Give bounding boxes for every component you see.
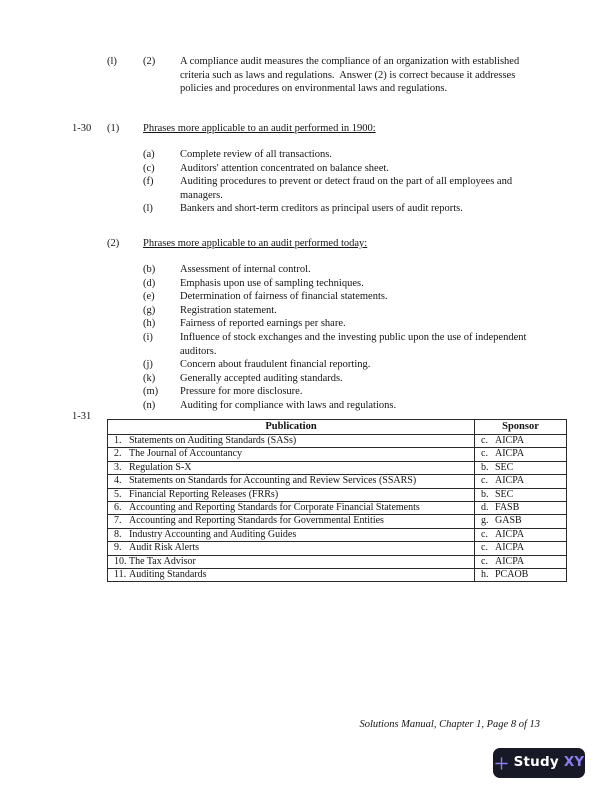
row-number: 2.: [114, 448, 122, 460]
item-text: Auditors' attention concentrated on balance sheet.: [180, 162, 389, 174]
answer-explanation-block: [107, 55, 547, 96]
publication-name: The Tax Advisor: [129, 555, 196, 567]
item-label: (m): [143, 386, 159, 398]
item-text: Determination of fairness of financial statements.: [180, 291, 388, 303]
list-item: [143, 175, 543, 202]
table-row: [108, 461, 567, 474]
answer-letter: b.: [481, 488, 489, 500]
section-heading: Phrases more applicable to an audit performed today:: [143, 238, 368, 249]
column-header-sponsor: Sponsor: [475, 420, 567, 435]
sponsor-name: FASB: [495, 502, 520, 514]
item-label: (e): [143, 291, 155, 303]
item-label: (d): [143, 277, 156, 289]
list-item: [143, 372, 543, 386]
brand-study-label: Study: [513, 754, 559, 771]
publication-name: Statements on Auditing Standards (SASs): [129, 435, 297, 446]
item-label: (a): [143, 149, 155, 160]
row-number: 9.: [114, 542, 122, 554]
publication-name: Auditing Standards: [129, 569, 207, 581]
part-1-heading-row: [107, 122, 547, 136]
row-number: 6.: [114, 502, 122, 514]
item-text: Concern about fraudulent financial reporting.: [180, 359, 371, 371]
sponsor-name: AICPA: [495, 542, 525, 554]
publication-name: Audit Risk Alerts: [129, 542, 200, 554]
table-row: [108, 475, 567, 488]
publication-name: The Journal of Accountancy: [129, 448, 243, 460]
table-row: [108, 528, 567, 541]
table-header-row: [108, 420, 567, 435]
list-item: [143, 263, 543, 277]
item-text: Pressure for more disclosure.: [180, 386, 303, 398]
table-row: [108, 435, 567, 448]
table-row: [108, 515, 567, 528]
item-label: (2): [143, 56, 156, 67]
phrases-1900-list: [143, 148, 543, 216]
list-item: [143, 162, 543, 176]
sponsor-name: AICPA: [495, 475, 525, 487]
part-label: (1): [107, 123, 120, 134]
publication-name: Accounting and Reporting Standards for Governmental Entities: [129, 515, 384, 527]
row-number: 4.: [114, 475, 122, 487]
item-text: Influence of stock exchanges and the investing public upon the use of independent auditors.: [180, 331, 527, 357]
answer-letter: g.: [481, 515, 489, 527]
item-text: Fairness of reported earnings per share.: [180, 318, 346, 330]
page-footer: Solutions Manual, Chapter 1, Page 8 of 13: [359, 719, 540, 730]
table-row: [108, 502, 567, 515]
sponsor-name: AICPA: [495, 528, 525, 540]
plus-icon: [494, 756, 509, 771]
answer-text: A compliance audit measures the compliance of an organization with established criteria such as laws and regulations. Answer (2) is correct because it addresses policies and procedures on environmental laws and regulations.: [180, 56, 522, 95]
answer-letter: c.: [481, 435, 488, 446]
publication-name: Regulation S-X: [129, 461, 192, 473]
publication-name: Statements on Standards for Accounting and Review Services (SSARS): [129, 475, 417, 487]
publication-name: Financial Reporting Releases (FRRs): [129, 488, 279, 500]
answer-letter: c.: [481, 448, 488, 460]
list-item: [143, 304, 543, 318]
list-item: [143, 290, 543, 304]
sponsor-name: PCAOB: [495, 569, 529, 581]
sponsor-name: AICPA: [495, 435, 525, 446]
item-label: (j): [143, 359, 153, 371]
item-text: Generally accepted auditing standards.: [180, 372, 343, 384]
row-number: 1.: [114, 435, 122, 446]
sponsor-name: SEC: [495, 488, 514, 500]
part-label: (2): [107, 238, 120, 249]
list-item: [143, 202, 543, 216]
list-item: [143, 277, 543, 291]
studyxy-badge[interactable]: [493, 748, 585, 778]
item-label: (n): [143, 399, 156, 411]
phrases-today-list: [143, 263, 543, 413]
item-label: (l): [107, 56, 117, 67]
table-row: [108, 542, 567, 555]
answer-letter: b.: [481, 461, 489, 473]
list-item: [143, 331, 543, 358]
item-text: Complete review of all transactions.: [180, 149, 332, 160]
list-item: [143, 148, 543, 162]
section-heading: Phrases more applicable to an audit performed in 1900:: [143, 123, 376, 134]
answer-letter: c.: [481, 475, 488, 487]
answer-letter: c.: [481, 555, 488, 567]
table-row: [108, 448, 567, 461]
list-item: [143, 399, 543, 413]
row-number: 10.: [114, 555, 127, 567]
item-label: (c): [143, 162, 155, 174]
item-label: (h): [143, 318, 156, 330]
column-header-publication: Publication: [108, 420, 475, 435]
item-label: (g): [143, 304, 156, 316]
item-text: Emphasis upon use of sampling techniques.: [180, 277, 364, 289]
row-number: 5.: [114, 488, 122, 500]
item-text: Registration statement.: [180, 304, 277, 316]
item-label: (b): [143, 264, 156, 275]
table-row: [108, 569, 567, 582]
answer-letter: d.: [481, 502, 489, 514]
question-number-1-30: 1-30: [72, 123, 92, 134]
item-text: Assessment of internal control.: [180, 264, 311, 275]
sponsor-name: AICPA: [495, 448, 525, 460]
item-label: (f): [143, 176, 154, 188]
sponsor-name: SEC: [495, 461, 514, 473]
question-number-1-31: 1-31: [72, 411, 92, 422]
item-text: Auditing procedures to prevent or detect fraud on the part of all employees and managers.: [180, 176, 513, 201]
item-text: Bankers and short-term creditors as principal users of audit reports.: [180, 203, 463, 215]
list-item: [143, 385, 543, 399]
part-2-heading-row: [107, 237, 547, 251]
answer-letter: h.: [481, 569, 489, 581]
sponsor-name: GASB: [495, 515, 522, 527]
publication-sponsor-table: [107, 419, 567, 582]
row-number: 3.: [114, 461, 122, 473]
table-row: [108, 488, 567, 501]
answer-letter: c.: [481, 528, 488, 540]
list-item: [143, 317, 543, 331]
sponsor-name: AICPA: [495, 555, 525, 567]
answer-letter: c.: [481, 542, 488, 554]
table-row: [108, 555, 567, 568]
brand-xy-label: XY: [563, 754, 585, 771]
row-number: 7.: [114, 515, 122, 527]
row-number: 8.: [114, 528, 122, 540]
row-number: 11.: [114, 569, 127, 581]
item-label: (k): [143, 372, 156, 384]
item-text: Auditing for compliance with laws and regulations.: [180, 399, 397, 411]
publication-name: Industry Accounting and Auditing Guides: [129, 528, 297, 540]
publication-name: Accounting and Reporting Standards for Corporate Financial Statements: [129, 502, 420, 514]
list-item: [143, 358, 543, 372]
item-label: (i): [143, 331, 153, 343]
item-label: (l): [143, 203, 153, 215]
